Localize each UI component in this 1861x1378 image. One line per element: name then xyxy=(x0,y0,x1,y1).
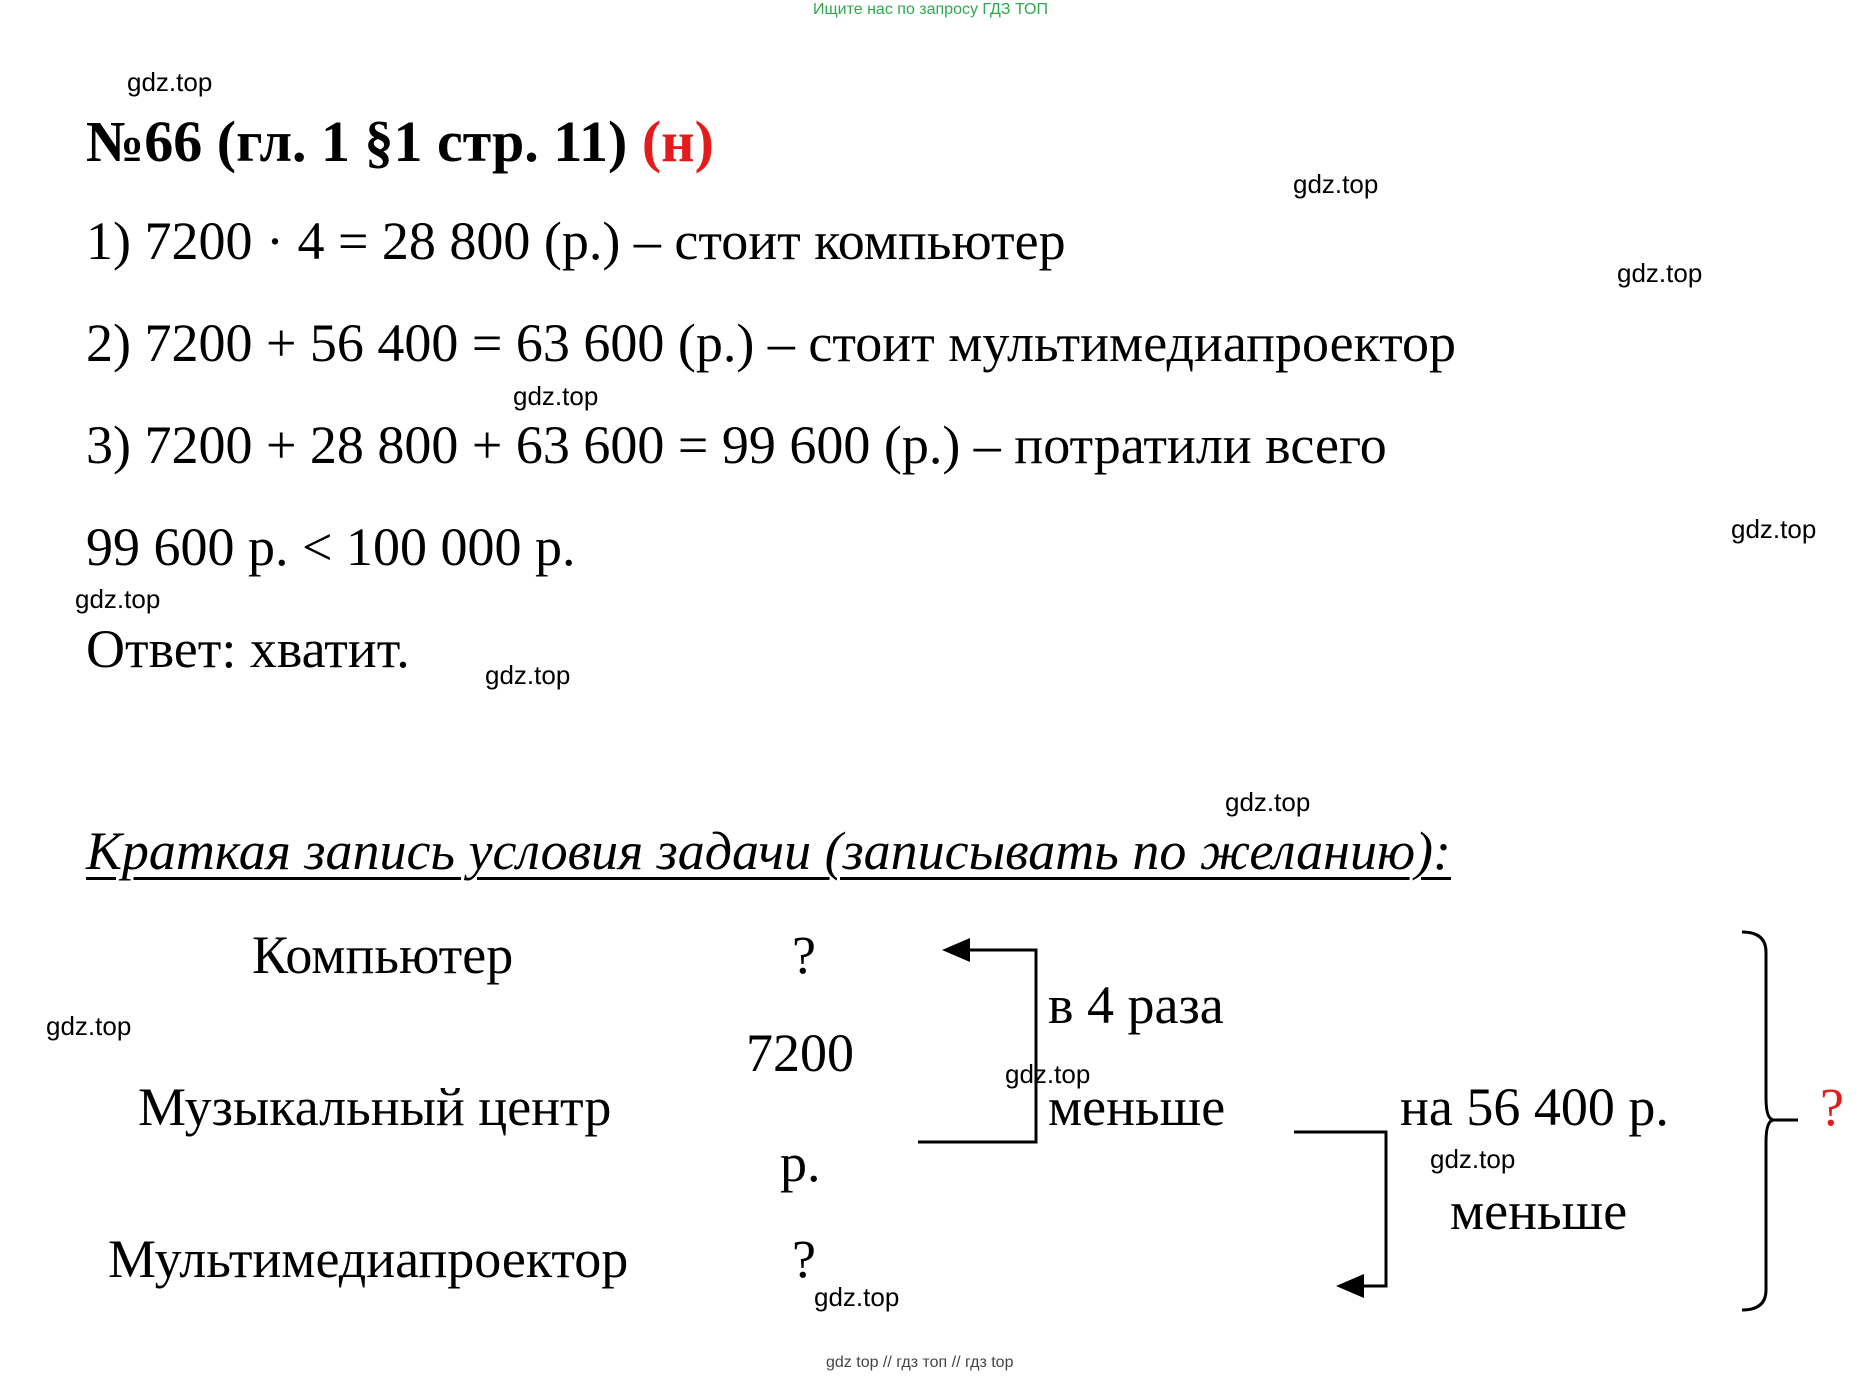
watermark: gdz.top xyxy=(46,1011,132,1041)
footer-links: gdz top // гдз топ // гдз top xyxy=(826,1354,1014,1371)
relation1-amount: в 4 раза xyxy=(1048,975,1224,1035)
top-search-note: Ищите нас по запросу ГДЗ ТОП xyxy=(813,1,1048,18)
item-projector-label: Мультимедиапроектор xyxy=(108,1229,629,1289)
watermark: gdz.top xyxy=(1293,169,1379,199)
relation1-word: меньше xyxy=(1048,1077,1226,1137)
relation1-arrowhead xyxy=(942,938,970,962)
solution-step-2: 2) 7200 + 56 400 = 63 600 (р.) – стоит мультимедиапроектор xyxy=(86,313,1457,373)
watermark: gdz.top xyxy=(1731,514,1817,544)
item-music-center-value: 7200 xyxy=(746,1023,854,1083)
watermark: gdz.top xyxy=(75,584,161,614)
item-projector-value: ? xyxy=(792,1229,816,1289)
total-brace xyxy=(1742,932,1774,1310)
watermark: gdz.top xyxy=(127,67,213,97)
watermark: gdz.top xyxy=(513,381,599,411)
relation1-connector xyxy=(918,950,1036,1142)
item-computer-label: Компьютер xyxy=(252,925,514,985)
item-music-center-label: Музыкальный центр xyxy=(138,1077,612,1137)
total-question: ? xyxy=(1820,1077,1844,1137)
item-music-center-unit: р. xyxy=(780,1133,821,1193)
relation2-amount: на 56 400 р. xyxy=(1400,1077,1669,1137)
watermark: gdz.top xyxy=(1005,1059,1091,1089)
watermark: gdz.top xyxy=(1225,787,1311,817)
watermark: gdz.top xyxy=(1617,258,1703,288)
brief-heading: Краткая запись условия задачи (записывать по желанию): xyxy=(86,821,1452,881)
solution-step-1: 1) 7200 · 4 = 28 800 (р.) – стоит компьютер xyxy=(86,211,1066,271)
exercise-number: №66 (гл. 1 §1 стр. 11) xyxy=(86,109,628,174)
level-marker: (н) xyxy=(641,109,714,174)
solution-step-3: 3) 7200 + 28 800 + 63 600 = 99 600 (р.) – потратили всего xyxy=(86,415,1387,475)
item-computer-value: ? xyxy=(792,925,816,985)
watermark: gdz.top xyxy=(1430,1144,1516,1174)
relation2-arrowhead xyxy=(1336,1274,1364,1298)
watermark: gdz.top xyxy=(485,660,571,690)
relation2-word: меньше xyxy=(1450,1181,1628,1241)
answer-line: Ответ: хватит. xyxy=(86,619,410,679)
relation2-connector xyxy=(1294,1132,1386,1286)
watermark: gdz.top xyxy=(814,1282,900,1312)
comparison-line: 99 600 р. < 100 000 р. xyxy=(86,517,576,577)
